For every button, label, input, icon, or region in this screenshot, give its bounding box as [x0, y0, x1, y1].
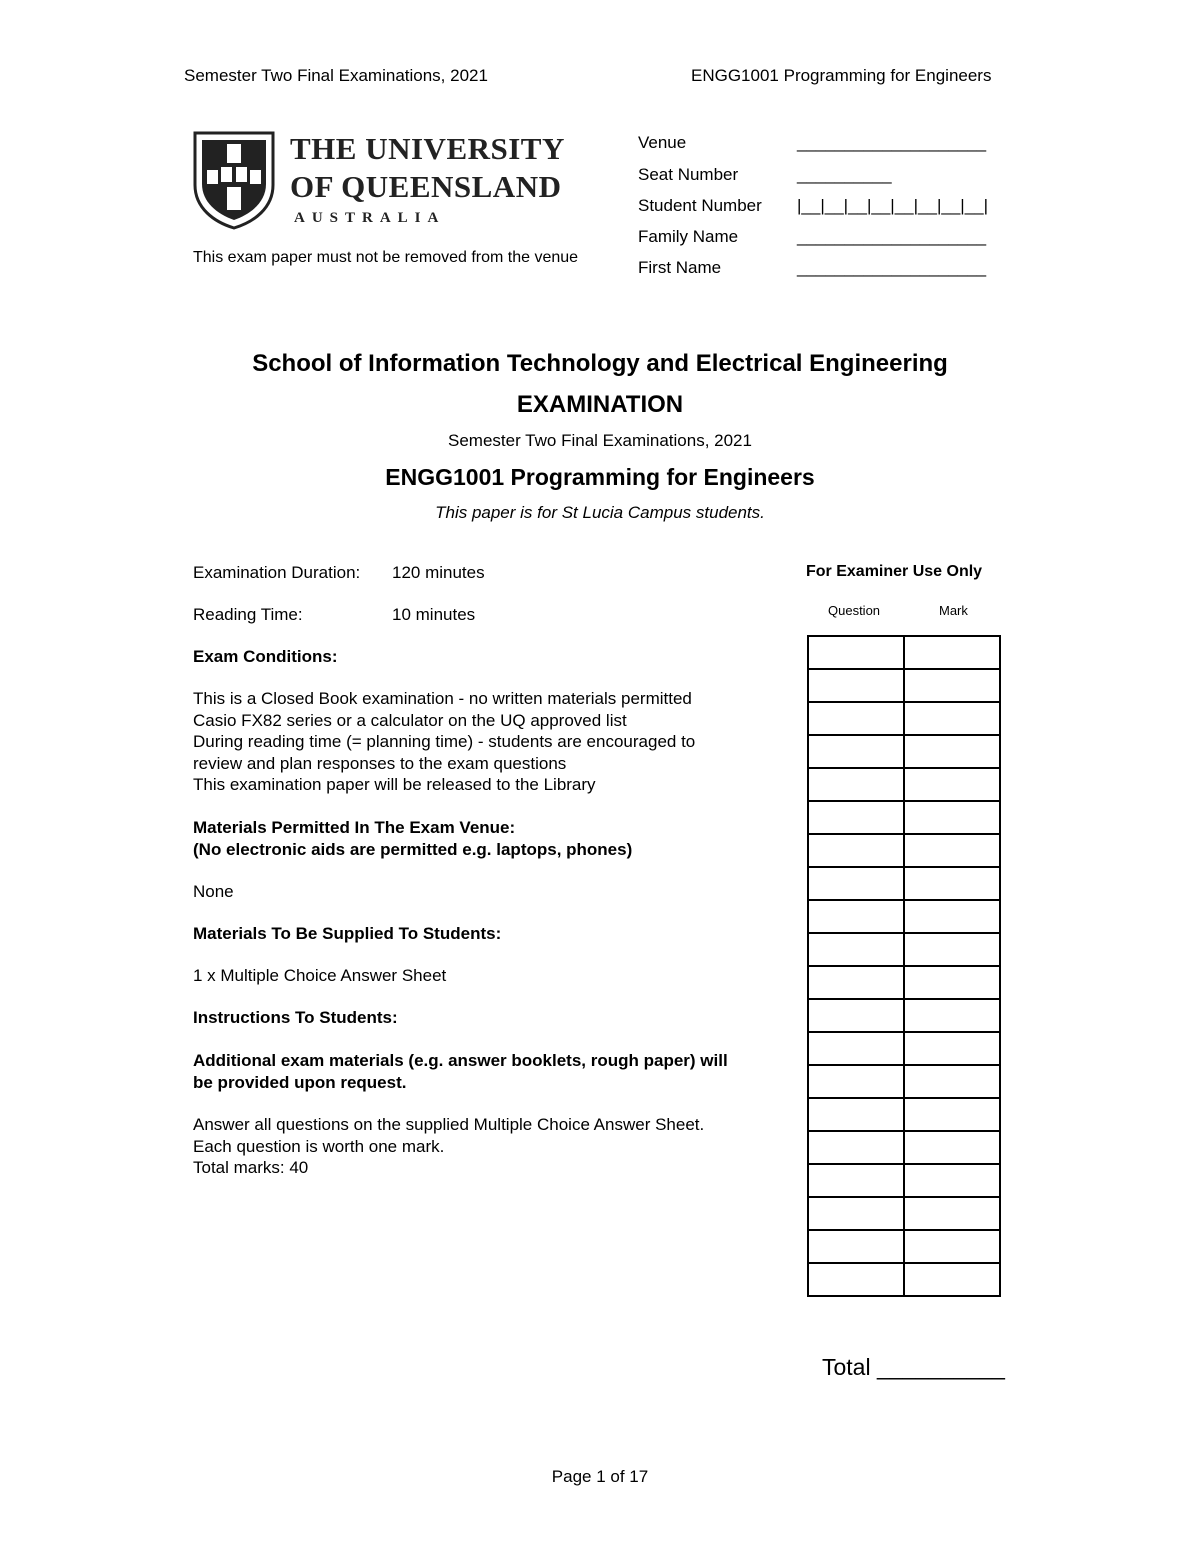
question-column-header: Question: [828, 603, 881, 618]
mark-cell: [904, 867, 1000, 900]
mark-table-row: [808, 834, 1000, 867]
mark-cell: [904, 768, 1000, 801]
question-cell: [808, 900, 904, 933]
condition-line: review and plan responses to the exam questions: [193, 753, 567, 773]
mark-table-row: [808, 1098, 1000, 1131]
instruction-line: Each question is worth one mark.: [193, 1136, 445, 1156]
instruction-line: Answer all questions on the supplied Multiple Choice Answer Sheet.: [193, 1115, 705, 1134]
instructions-bold: [193, 1050, 728, 1093]
mark-cell: [904, 1230, 1000, 1263]
question-cell: [808, 1098, 904, 1131]
question-cell: [808, 735, 904, 768]
condition-line: Casio FX82 series or a calculator on the UQ approved list: [193, 710, 627, 730]
mark-table-row: [808, 1065, 1000, 1098]
materials-permitted-heading-line-2: (No electronic aids are permitted e.g. laptops, phones): [193, 839, 633, 859]
condition-line: This is a Closed Book examination - no written materials permitted: [193, 689, 692, 708]
header-left: Semester Two Final Examinations, 2021: [184, 66, 488, 85]
mark-cell: [904, 834, 1000, 867]
semester-subtitle: Semester Two Final Examinations, 2021: [448, 431, 752, 450]
uq-crest-icon: [192, 130, 276, 230]
mark-table-row: [808, 900, 1000, 933]
seat-number-field: __________: [797, 165, 892, 184]
mark-column-header: Mark: [939, 603, 968, 618]
mark-cell: [904, 1065, 1000, 1098]
question-cell: [808, 1197, 904, 1230]
campus-note: This paper is for St Lucia Campus students.: [435, 503, 765, 522]
reading-time-value: 10 minutes: [392, 605, 476, 624]
question-cell: [808, 834, 904, 867]
mark-cell: [904, 999, 1000, 1032]
mark-cell: [904, 636, 1000, 669]
mark-table-row: [808, 1131, 1000, 1164]
condition-line: This examination paper will be released to the Library: [193, 775, 596, 794]
mark-table-row: [808, 966, 1000, 999]
instructions-list: [193, 1114, 704, 1179]
mark-table-row: [808, 1032, 1000, 1065]
mark-table-row: [808, 669, 1000, 702]
page-number: Page 1 of 17: [551, 1467, 649, 1486]
mark-cell: [904, 933, 1000, 966]
family-name-field: ____________________: [797, 227, 987, 246]
mark-cell: [904, 1263, 1000, 1296]
first-name-field: ____________________: [797, 258, 987, 277]
question-cell: [808, 966, 904, 999]
logo-line-3: AUSTRALIA: [294, 210, 446, 226]
question-cell: [808, 1065, 904, 1098]
mark-cell: [904, 801, 1000, 834]
instructions-heading: Instructions To Students:: [193, 1008, 398, 1027]
instruction-line: Total marks: 40: [193, 1158, 309, 1177]
question-cell: [808, 1263, 904, 1296]
mark-cell: [904, 1098, 1000, 1131]
question-cell: [808, 669, 904, 702]
mark-table-row: [808, 933, 1000, 966]
mark-table-row: [808, 867, 1000, 900]
removal-notice: This exam paper must not be removed from the venue: [193, 249, 579, 266]
question-cell: [808, 867, 904, 900]
mark-table-row: [808, 999, 1000, 1032]
instructions-bold-line: Additional exam materials (e.g. answer booklets, rough paper) will: [193, 1051, 728, 1070]
materials-permitted-value: None: [193, 882, 234, 901]
mark-cell: [904, 1164, 1000, 1197]
reading-time-label: Reading Time:: [193, 605, 303, 624]
conditions-heading: Exam Conditions:: [193, 647, 338, 666]
mark-cell: [904, 1197, 1000, 1230]
question-cell: [808, 1131, 904, 1164]
mark-table-row: [808, 735, 1000, 768]
materials-permitted-heading: [193, 817, 632, 860]
mark-cell: [904, 669, 1000, 702]
first-name-label: First Name: [638, 258, 722, 277]
conditions-list: [193, 688, 695, 796]
exam-title: EXAMINATION: [516, 391, 684, 418]
question-cell: [808, 933, 904, 966]
question-cell: [808, 636, 904, 669]
mark-cell: [904, 900, 1000, 933]
logo-line-1: THE UNIVERSITY: [290, 131, 565, 166]
duration-value: 120 minutes: [392, 563, 485, 582]
condition-line: During reading time (= planning time) - students are encouraged to: [193, 732, 696, 751]
course-title: ENGG1001 Programming for Engineers: [385, 464, 815, 490]
instructions-bold-line: be provided upon request.: [193, 1072, 407, 1092]
question-cell: [808, 1164, 904, 1197]
mark-table-row: [808, 636, 1000, 669]
materials-supplied-value: 1 x Multiple Choice Answer Sheet: [193, 966, 447, 985]
question-cell: [808, 1032, 904, 1065]
mark-table-row: [808, 801, 1000, 834]
mark-table-row: [808, 1164, 1000, 1197]
family-name-label: Family Name: [638, 227, 739, 246]
duration-label: Examination Duration:: [193, 563, 361, 582]
examiner-mark-table: [807, 635, 1001, 1297]
mark-cell: [904, 1131, 1000, 1164]
header-right: ENGG1001 Programming for Engineers: [691, 66, 992, 85]
question-cell: [808, 801, 904, 834]
student-number-field: |__|__|__|__|__|__|__|__|: [797, 196, 989, 215]
mark-cell: [904, 702, 1000, 735]
venue-field: ____________________: [797, 133, 987, 152]
mark-table-row: [808, 1197, 1000, 1230]
mark-table-row: [808, 768, 1000, 801]
student-number-label: Student Number: [638, 196, 762, 215]
mark-cell: [904, 1032, 1000, 1065]
seat-number-label: Seat Number: [638, 165, 739, 184]
mark-cell: [904, 966, 1000, 999]
examiner-use-title: For Examiner Use Only: [806, 563, 983, 580]
question-cell: [808, 702, 904, 735]
venue-label: Venue: [638, 133, 687, 152]
total-field: Total __________: [822, 1354, 1005, 1380]
mark-cell: [904, 735, 1000, 768]
materials-supplied-heading: Materials To Be Supplied To Students:: [193, 924, 502, 943]
mark-table-row: [808, 1263, 1000, 1296]
question-cell: [808, 768, 904, 801]
question-cell: [808, 999, 904, 1032]
logo-line-2: OF QUEENSLAND: [290, 169, 562, 204]
mark-table-row: [808, 1230, 1000, 1263]
mark-table-row: [808, 702, 1000, 735]
uq-logo: [192, 130, 572, 235]
school-title: School of Information Technology and Electrical Engineering: [252, 350, 948, 377]
question-cell: [808, 1230, 904, 1263]
materials-permitted-heading-line-1: Materials Permitted In The Exam Venue:: [193, 818, 516, 837]
